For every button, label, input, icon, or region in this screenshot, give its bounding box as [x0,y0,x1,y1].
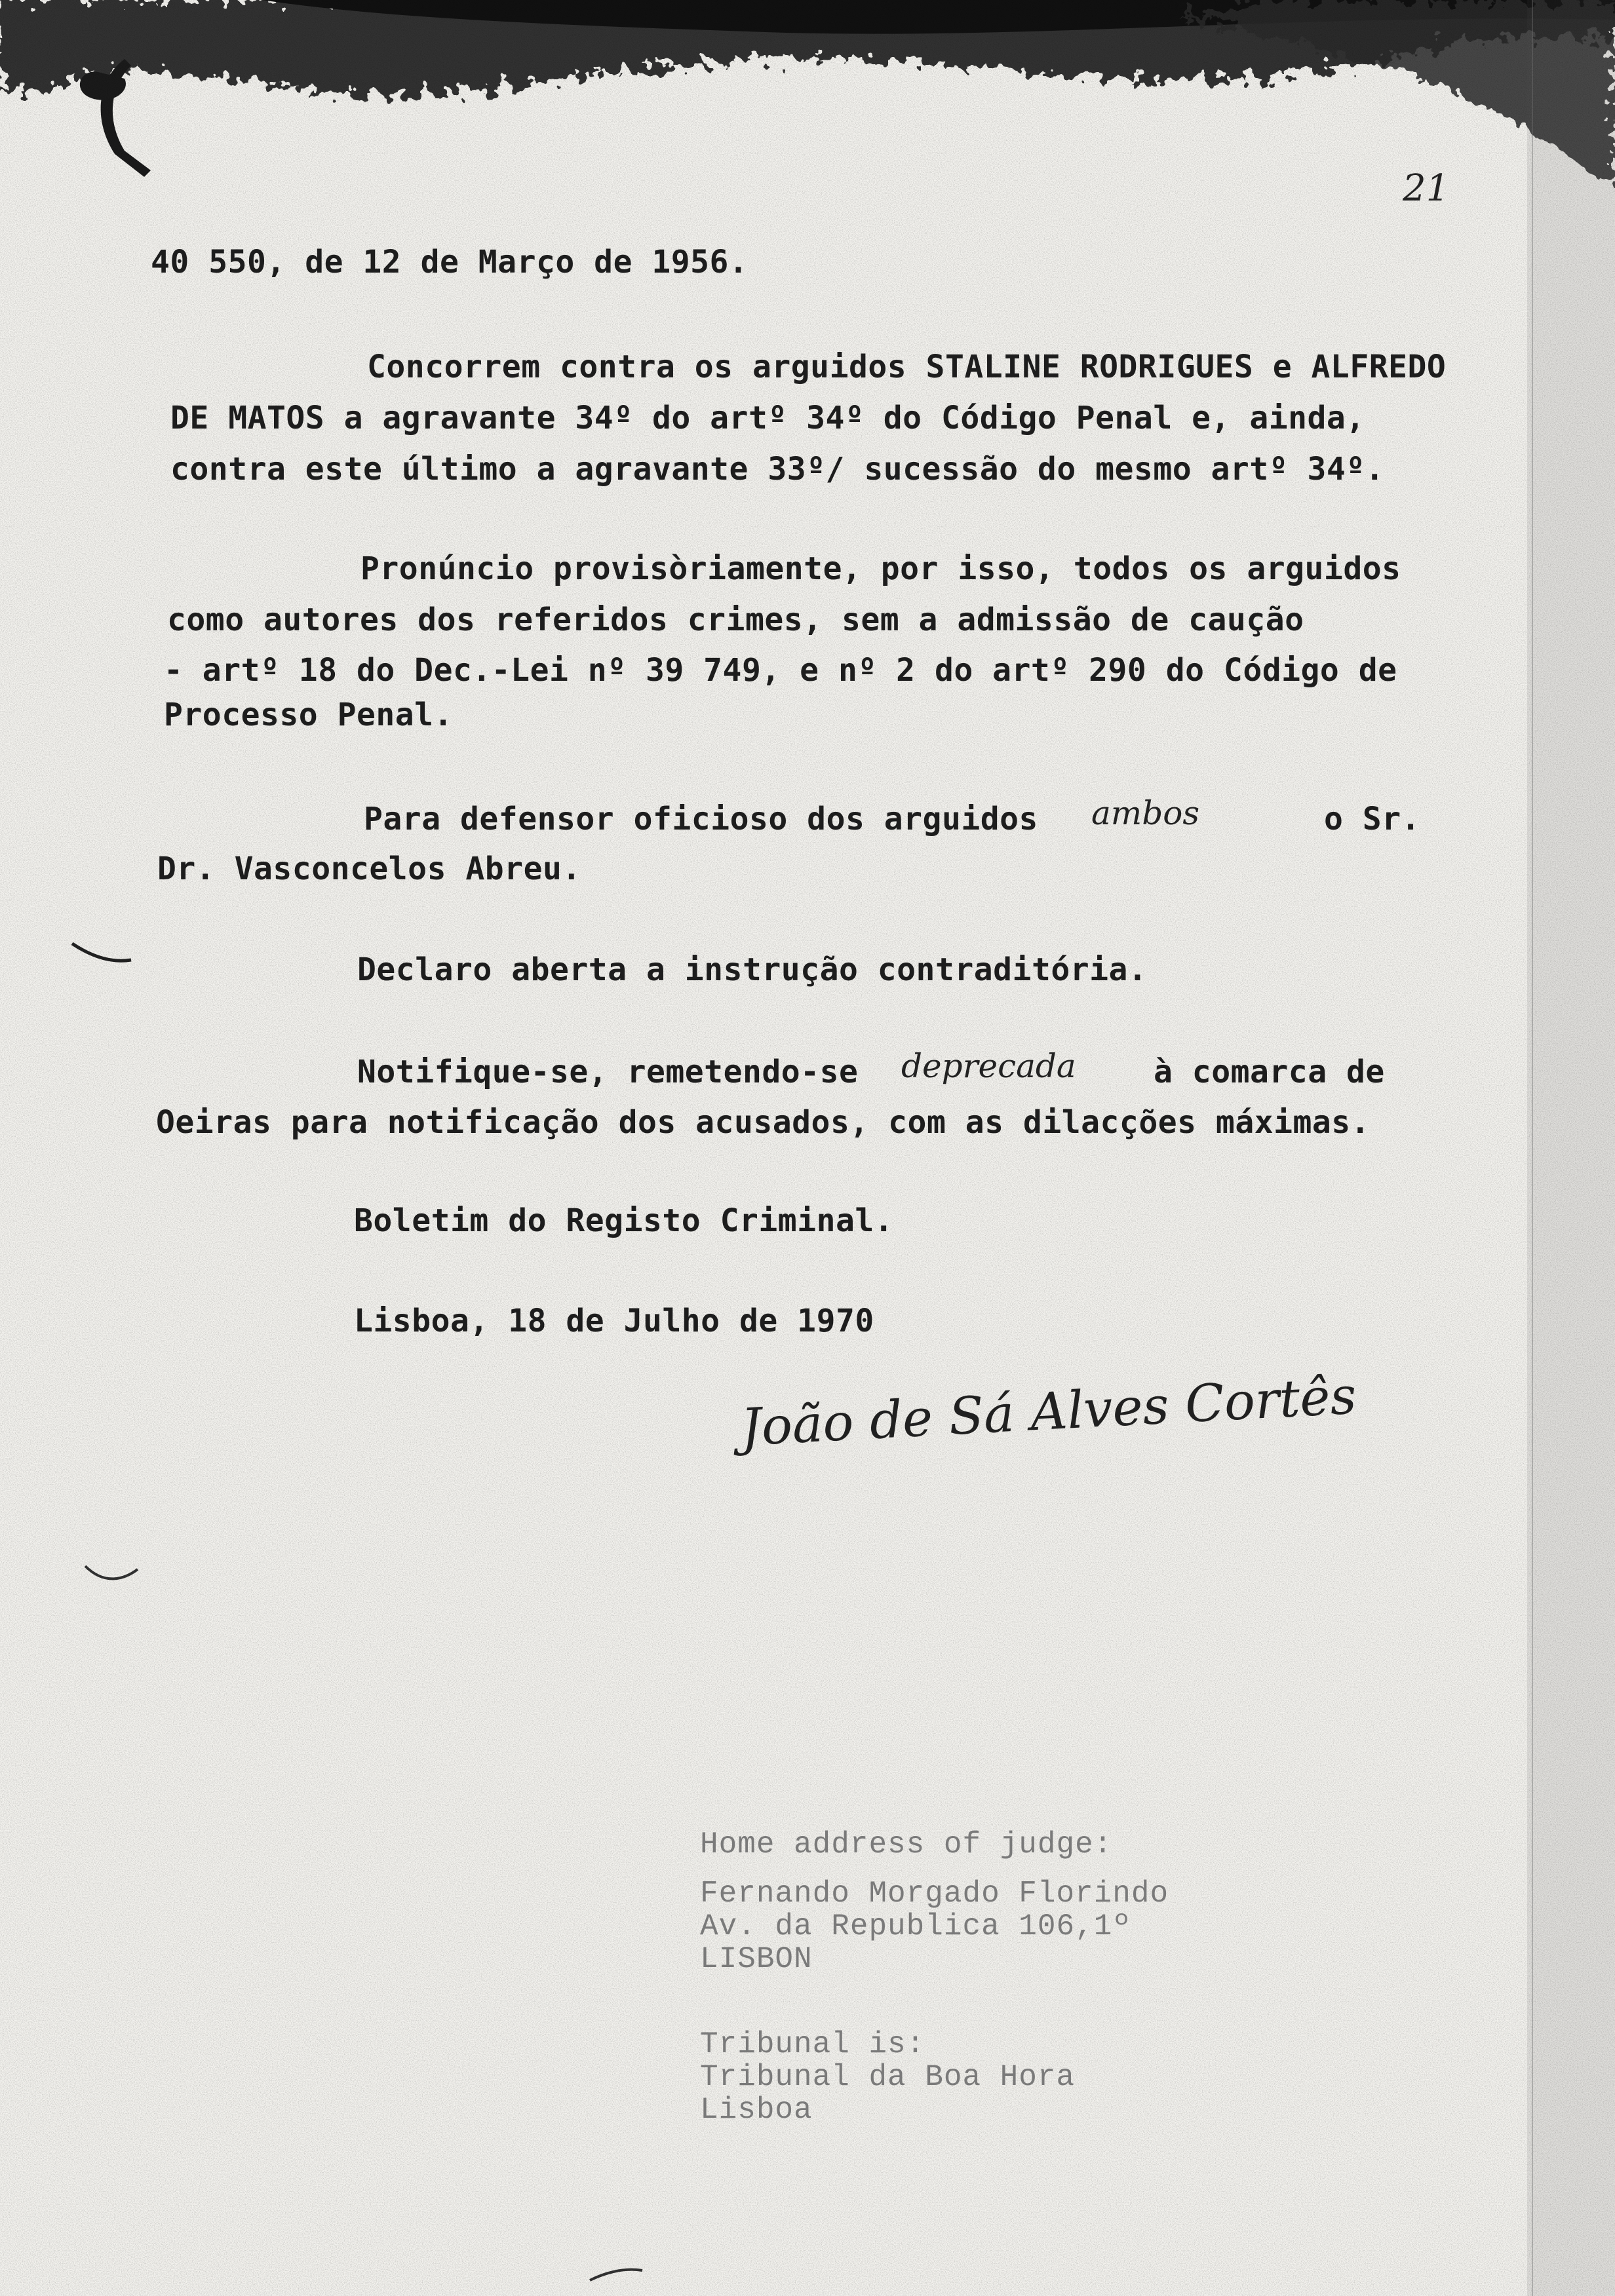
note-home-street: Av. da Republica 106,1º [700,1909,1131,1943]
note-tribunal-city: Lisboa [700,2093,813,2127]
note-home-city: LISBON [700,1942,813,1976]
judge-signature: João de Sá Alves Cortês [739,1366,1358,1458]
text-line-5: Pronúncio provisòriamente, por isso, todos os arguidos [360,550,1401,587]
text-line-2: Concorrem contra os arguidos STALINE RODRIGUES e ALFREDO [367,349,1447,385]
handwritten-ambos: ambos [1091,794,1199,832]
text-line-9a: Para defensor oficioso dos arguidos [364,801,1038,837]
page-number: 21 [1403,167,1450,210]
note-home-title: Home address of judge: [700,1827,1113,1862]
text-line-12a: Notifique-se, remetendo-se [357,1054,859,1090]
text-line-9b: o Sr. [1324,801,1420,837]
text-line-4: contra este último a agravante 33º/ sucessão do mesmo artº 34º. [170,451,1385,488]
text-line-13: Oeiras para notificação dos acusados, com as dilacções máximas. [156,1104,1371,1141]
text-line-14: Boletim do Registo Criminal. [354,1202,894,1239]
text-line-3: DE MATOS a agravante 34º do artº 34º do Código Penal e, ainda, [170,400,1365,436]
text-line-1: 40 550, de 12 de Março de 1956. [151,244,749,280]
text-line-11: Declaro aberta a instrução contraditória. [357,951,1148,988]
handwritten-deprecada: deprecada [901,1047,1076,1085]
text-line-6: como autores dos referidos crimes, sem a admissão de caução [167,602,1304,638]
text-line-12b: à comarca de [1154,1054,1385,1090]
text-line-10: Dr. Vasconcelos Abreu. [157,851,581,887]
text-line-8: Processo Penal. [164,697,453,733]
note-tribunal-title: Tribunal is: [700,2027,925,2061]
note-home-name: Fernando Morgado Florindo [700,1877,1169,1911]
text-line-7: - artº 18 do Dec.-Lei nº 39 749, e nº 2 do artº 290 do Código de [164,652,1397,689]
note-tribunal-name: Tribunal da Boa Hora [700,2060,1076,2094]
text-line-15: Lisboa, 18 de Julho de 1970 [354,1303,874,1339]
